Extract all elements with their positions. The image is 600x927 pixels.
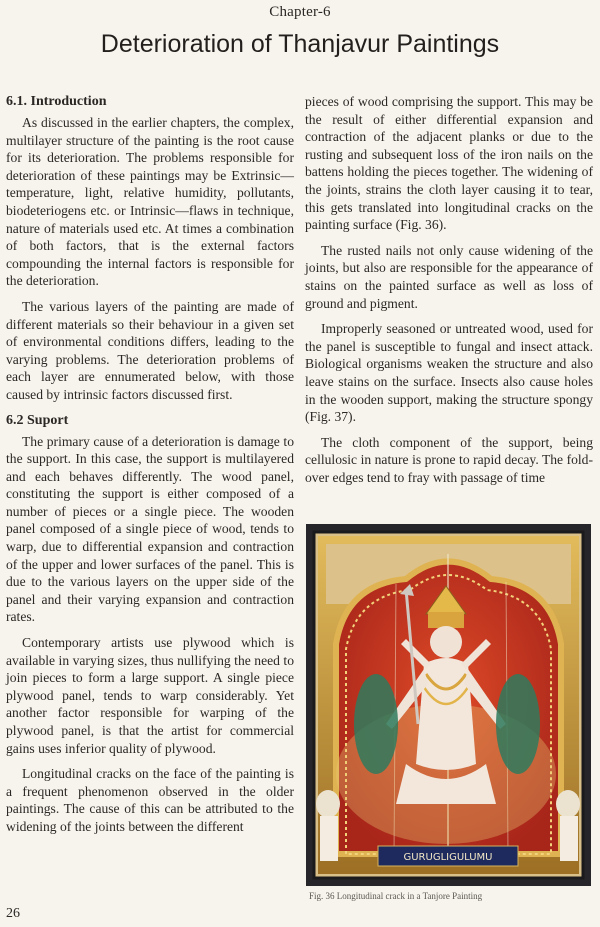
paragraph: The various layers of the painting are made of different materials so their behaviour in a given set of environmental conditions differs, leading to the varying problems. The deterioration problems of each layer are ennumerated below, with those caused by intrinsic factors discussed first. (6, 298, 294, 402)
paragraph: The primary cause of a deterioration is damage to the support. In this case, the support is multilayered and each behaves differently. The wood panel, constituting the support is either composed of a number of pieces or a single piece. The wooden panel composed of a single piece of wood, tends to warp, due to differential expansion and contraction of the upper and lower surfaces of the panel. This is due to the various layers on the upper side of the panel and their varying expansion and contraction rates. (6, 433, 294, 625)
right-column (305, 93, 593, 494)
left-column (6, 93, 294, 844)
chapter-label: Chapter-6 (269, 4, 331, 20)
figure-tanjore-painting (306, 524, 591, 886)
paragraph: pieces of wood comprising the support. This may be the result of either differential expansion and contraction of the adjacent planks or due to the rusting and subsequent loss of the iron nails on the battens holding the pieces together. The widening of the joints, strains the cloth layer causing it to tear, this gets translated into longitudinal cracks on the painting surface (Fig. 36). (305, 94, 593, 233)
paragraph: The rusted nails not only cause widening of the joints, but also are responsible for the appearance of stains on the painted surface as well as loss of ground and pigment. (305, 242, 593, 311)
painting-illustration (306, 524, 591, 886)
plaque-text: GURUGLIGULUMU (403, 852, 493, 863)
page-title: Deterioration of Thanjavur Paintings (100, 30, 500, 58)
paragraph: Contemporary artists use plywood which is available in varying sizes, thus nullifying the need to join pieces to form a large support. A single piece plywood panel, tends to warp considerably. Yet another factor responsible for warping of the plywood panel, is that the artist for commercial gains uses inferior quality of plywood. (6, 635, 294, 756)
section-heading-support: 6.2 Suport (6, 412, 69, 428)
paragraph: Longitudinal cracks on the face of the painting is a frequent phenomenon observed in the older paintings. The cause of this can be attributed to the widening of the joints between the different (6, 766, 294, 834)
section-heading-introduction: 6.1. Introduction (6, 94, 107, 109)
paragraph: As discussed in the earlier chapters, the complex, multilayer structure of the painting is the root cause for its deterioration. The problems responsible for deterioration of these paintings may be Extrinsic—temperature, light, relative humidity, pollutants, biodeteriogens etc. or Intrinsic—flaws in technique, nature of materials used etc. At times a combination of both factors, that is the external factors compounding the internal factors is responsible for the deterioration. (6, 115, 294, 289)
page-number: 26 (6, 906, 20, 921)
paragraph: Improperly seasoned or untreated wood, used for the panel is susceptible to fungal and insect attack. Biological organisms weaken the structure and also leave stains on the surface. Insects also cause holes in the wooden support, making the structure spongy (Fig. 37). (305, 321, 593, 425)
figure-caption: Fig. 36 Longitudinal crack in a Tanjore Painting (309, 891, 483, 901)
paragraph: The cloth component of the support, being cellulosic in nature is prone to rapid decay. The fold-over edges tend to fray with passage of time (305, 434, 593, 485)
